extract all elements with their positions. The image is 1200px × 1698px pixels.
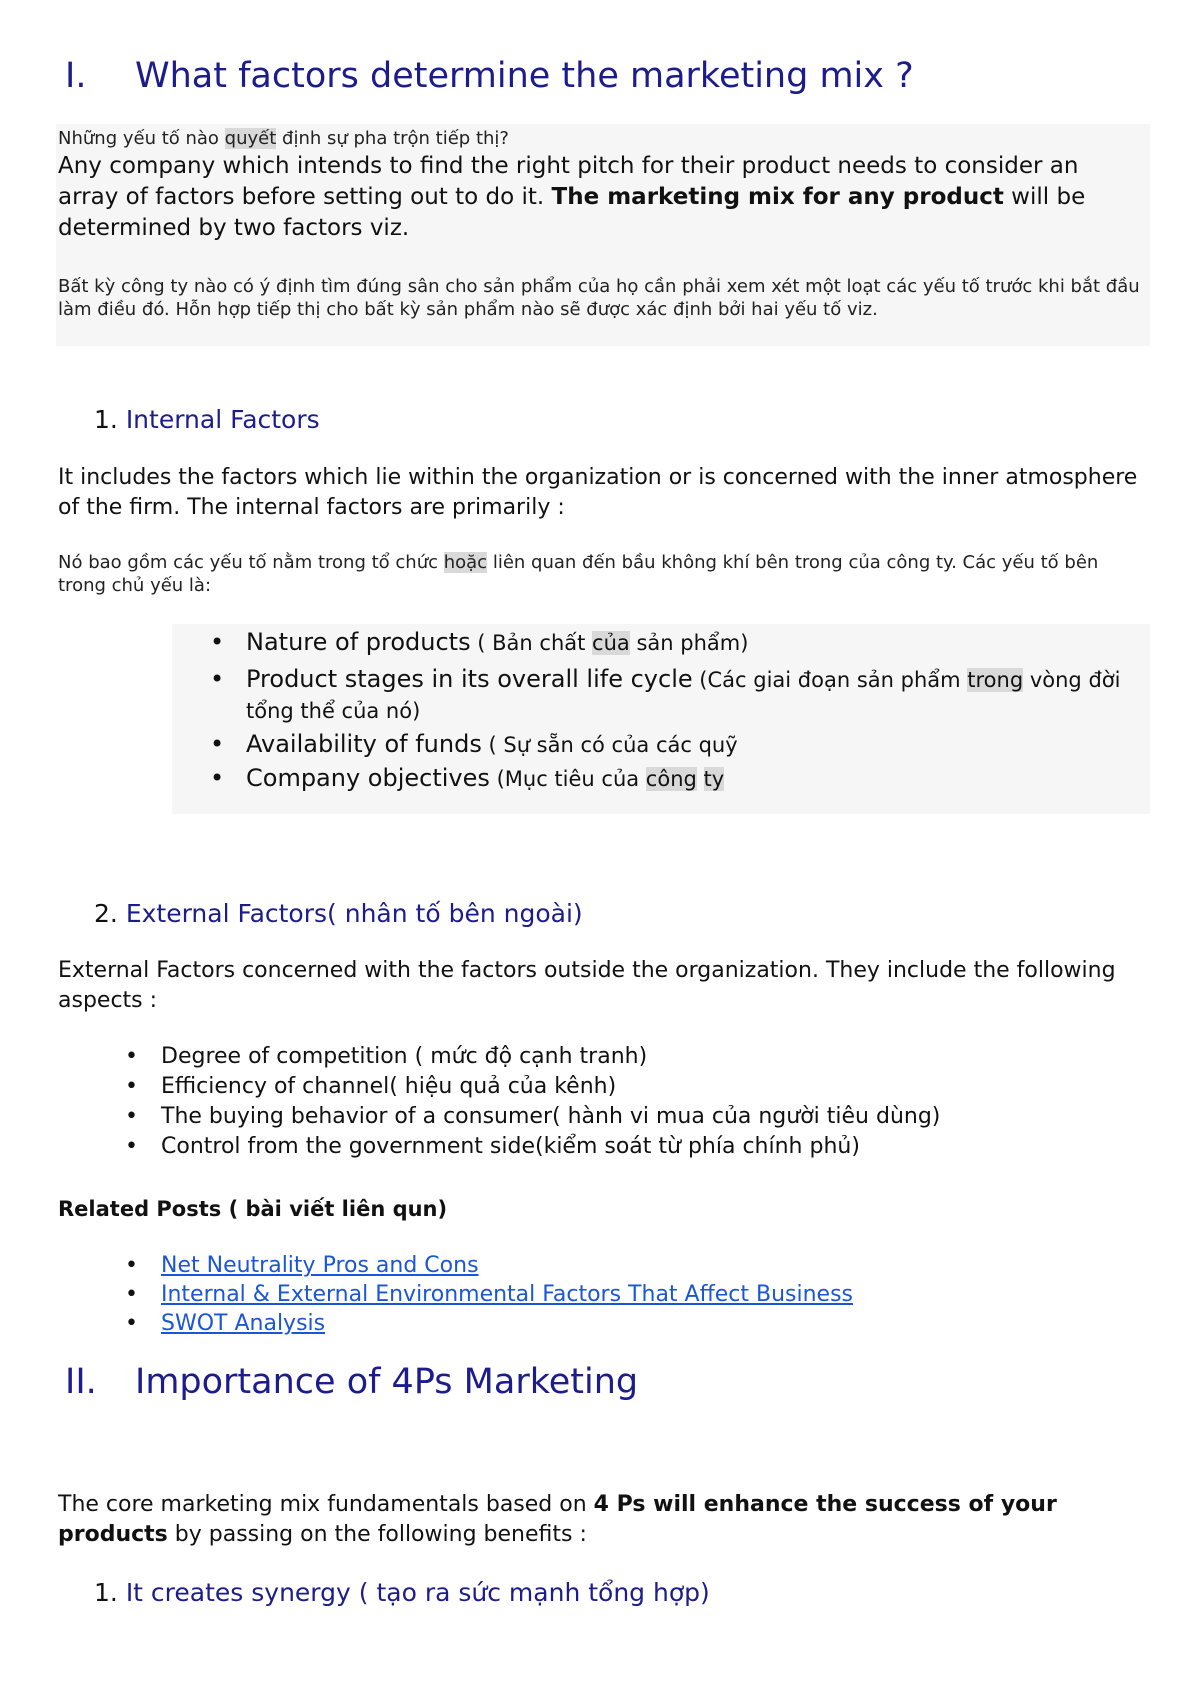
list-item xyxy=(210,728,1126,762)
list-item xyxy=(210,664,1126,726)
section-2-intro-text: The core marketing mix fundamentals based on xyxy=(58,1492,594,1517)
bullet-icon: • xyxy=(125,1104,138,1129)
section-1-heading xyxy=(65,56,914,96)
item-vi: ( Sự sẵn có của các quỹ xyxy=(481,733,738,757)
synergy-heading xyxy=(94,1578,710,1607)
question-vi-highlight: quyết xyxy=(224,128,277,149)
external-number: 2. xyxy=(94,899,118,928)
item-en: Availability of funds xyxy=(246,730,482,758)
internal-title: Internal Factors xyxy=(125,405,320,434)
link-environmental-factors[interactable]: Internal & External Environmental Factors That Affect Business xyxy=(161,1282,854,1307)
question-vi xyxy=(58,127,1148,150)
section-2-number: II. xyxy=(65,1362,97,1402)
internal-desc-vi-prefix: Nó bao gồm các yếu tố nằm trong tổ chức xyxy=(58,552,444,573)
item-vi-highlight: trong xyxy=(967,668,1024,692)
item-vi: ( Bản chất xyxy=(470,631,593,655)
bullet-icon: • xyxy=(210,730,225,758)
synergy-title: It creates synergy ( tạo ra sức mạnh tổng hợp) xyxy=(125,1578,710,1607)
bullet-icon: • xyxy=(210,628,225,656)
section-1-number: I. xyxy=(65,56,87,96)
section-2-intro-bold: 4 Ps will enhance the success of your products xyxy=(58,1492,1057,1547)
list-item xyxy=(125,1072,1161,1102)
item-en: Nature of products xyxy=(246,628,471,656)
internal-factors-heading xyxy=(94,405,320,434)
related-posts-heading: Related Posts ( bài viết liên qun) xyxy=(58,1197,448,1221)
item-text: The buying behavior of a consumer( hành vi mua của người tiêu dùng) xyxy=(161,1104,941,1129)
bullet-icon: • xyxy=(210,764,225,792)
list-item xyxy=(125,1251,1161,1280)
item-en: Product stages in its overall life cycle xyxy=(246,665,693,693)
item-text: Efficiency of channel( hiệu quả của kênh) xyxy=(161,1074,617,1099)
list-item xyxy=(210,762,1126,796)
item-vi-end: sản phẩm) xyxy=(629,631,749,655)
question-vi-suffix: định sự pha trộn tiếp thị? xyxy=(276,128,509,149)
intro-en xyxy=(58,151,1128,244)
section-2-intro-end: by passing on the following benefits : xyxy=(167,1522,587,1547)
item-vi-end: vòng đời tổng thể của nó) xyxy=(246,668,1121,723)
intro-en-text-end: will be determined by two factors viz. xyxy=(58,184,1086,241)
question-vi-prefix: Những yếu tố nào xyxy=(58,128,225,149)
list-item xyxy=(125,1280,1161,1309)
intro-vi: Bất kỳ công ty nào có ý định tìm đúng sân cho sản phẩm của họ cần phải xem xét một loạt các yếu tố trước khi bắt đầu làm điều đó. Hỗn hợp tiếp thị cho bất kỳ sản phẩm nào sẽ được xác định bởi hai yếu tố viz. xyxy=(58,276,1140,320)
item-vi-highlight: công xyxy=(645,767,697,791)
bullet-icon: • xyxy=(125,1282,138,1307)
external-factors-heading xyxy=(94,899,583,928)
bullet-icon: • xyxy=(125,1134,138,1159)
external-title: External Factors( nhân tố bên ngoài) xyxy=(125,899,583,928)
synergy-number: 1. xyxy=(94,1578,118,1607)
bullet-icon: • xyxy=(210,665,225,693)
section-1-title: What factors determine the marketing mix ? xyxy=(135,56,914,96)
item-text: Control from the government side(kiểm soát từ phía chính phủ) xyxy=(161,1134,860,1159)
item-vi-highlight-2: ty xyxy=(703,767,725,791)
link-swot-analysis[interactable]: SWOT Analysis xyxy=(161,1311,326,1336)
list-item xyxy=(125,1102,1161,1132)
item-vi: (Mục tiêu của xyxy=(489,767,646,791)
section-2-intro xyxy=(58,1490,1148,1550)
internal-factors-list xyxy=(210,626,1126,796)
bullet-icon: • xyxy=(125,1311,138,1336)
section-2-title: Importance of 4Ps Marketing xyxy=(135,1362,639,1402)
item-vi-space xyxy=(697,767,704,791)
external-desc-en: External Factors concerned with the factors outside the organization. They include the following aspects : xyxy=(58,958,1116,1013)
external-factors-list xyxy=(125,1042,1161,1162)
item-en: Company objectives xyxy=(246,764,490,792)
list-item xyxy=(125,1042,1161,1072)
internal-desc-vi-highlight: hoặc xyxy=(443,552,488,573)
bullet-icon: • xyxy=(125,1074,138,1099)
link-net-neutrality[interactable]: Net Neutrality Pros and Cons xyxy=(161,1253,479,1278)
intro-en-text: Any company which intends to find the right pitch for their product needs to consider an array of factors before setting out to do it. xyxy=(58,153,1079,210)
internal-desc-en: It includes the factors which lie within the organization or is concerned with the inner atmosphere of the firm. The internal factors are primarily : xyxy=(58,465,1138,520)
bullet-icon: • xyxy=(125,1044,138,1069)
related-posts-list xyxy=(125,1251,1161,1338)
internal-desc-vi xyxy=(58,551,1148,597)
list-item xyxy=(125,1132,1161,1162)
item-vi-highlight: của xyxy=(592,631,630,655)
intro-en-bold: The marketing mix for any product xyxy=(551,184,1004,210)
bullet-icon: • xyxy=(125,1253,138,1278)
item-text: Degree of competition ( mức độ cạnh tranh) xyxy=(161,1044,648,1069)
section-2-heading xyxy=(65,1362,638,1402)
internal-desc-vi-suffix: liên quan đến bầu không khí bên trong của công ty. Các yếu tố bên trong chủ yếu là: xyxy=(58,552,1099,596)
list-item xyxy=(210,626,1126,660)
internal-number: 1. xyxy=(94,405,118,434)
list-item xyxy=(125,1309,1161,1338)
item-vi: (Các giai đoạn sản phẩm xyxy=(692,668,968,692)
